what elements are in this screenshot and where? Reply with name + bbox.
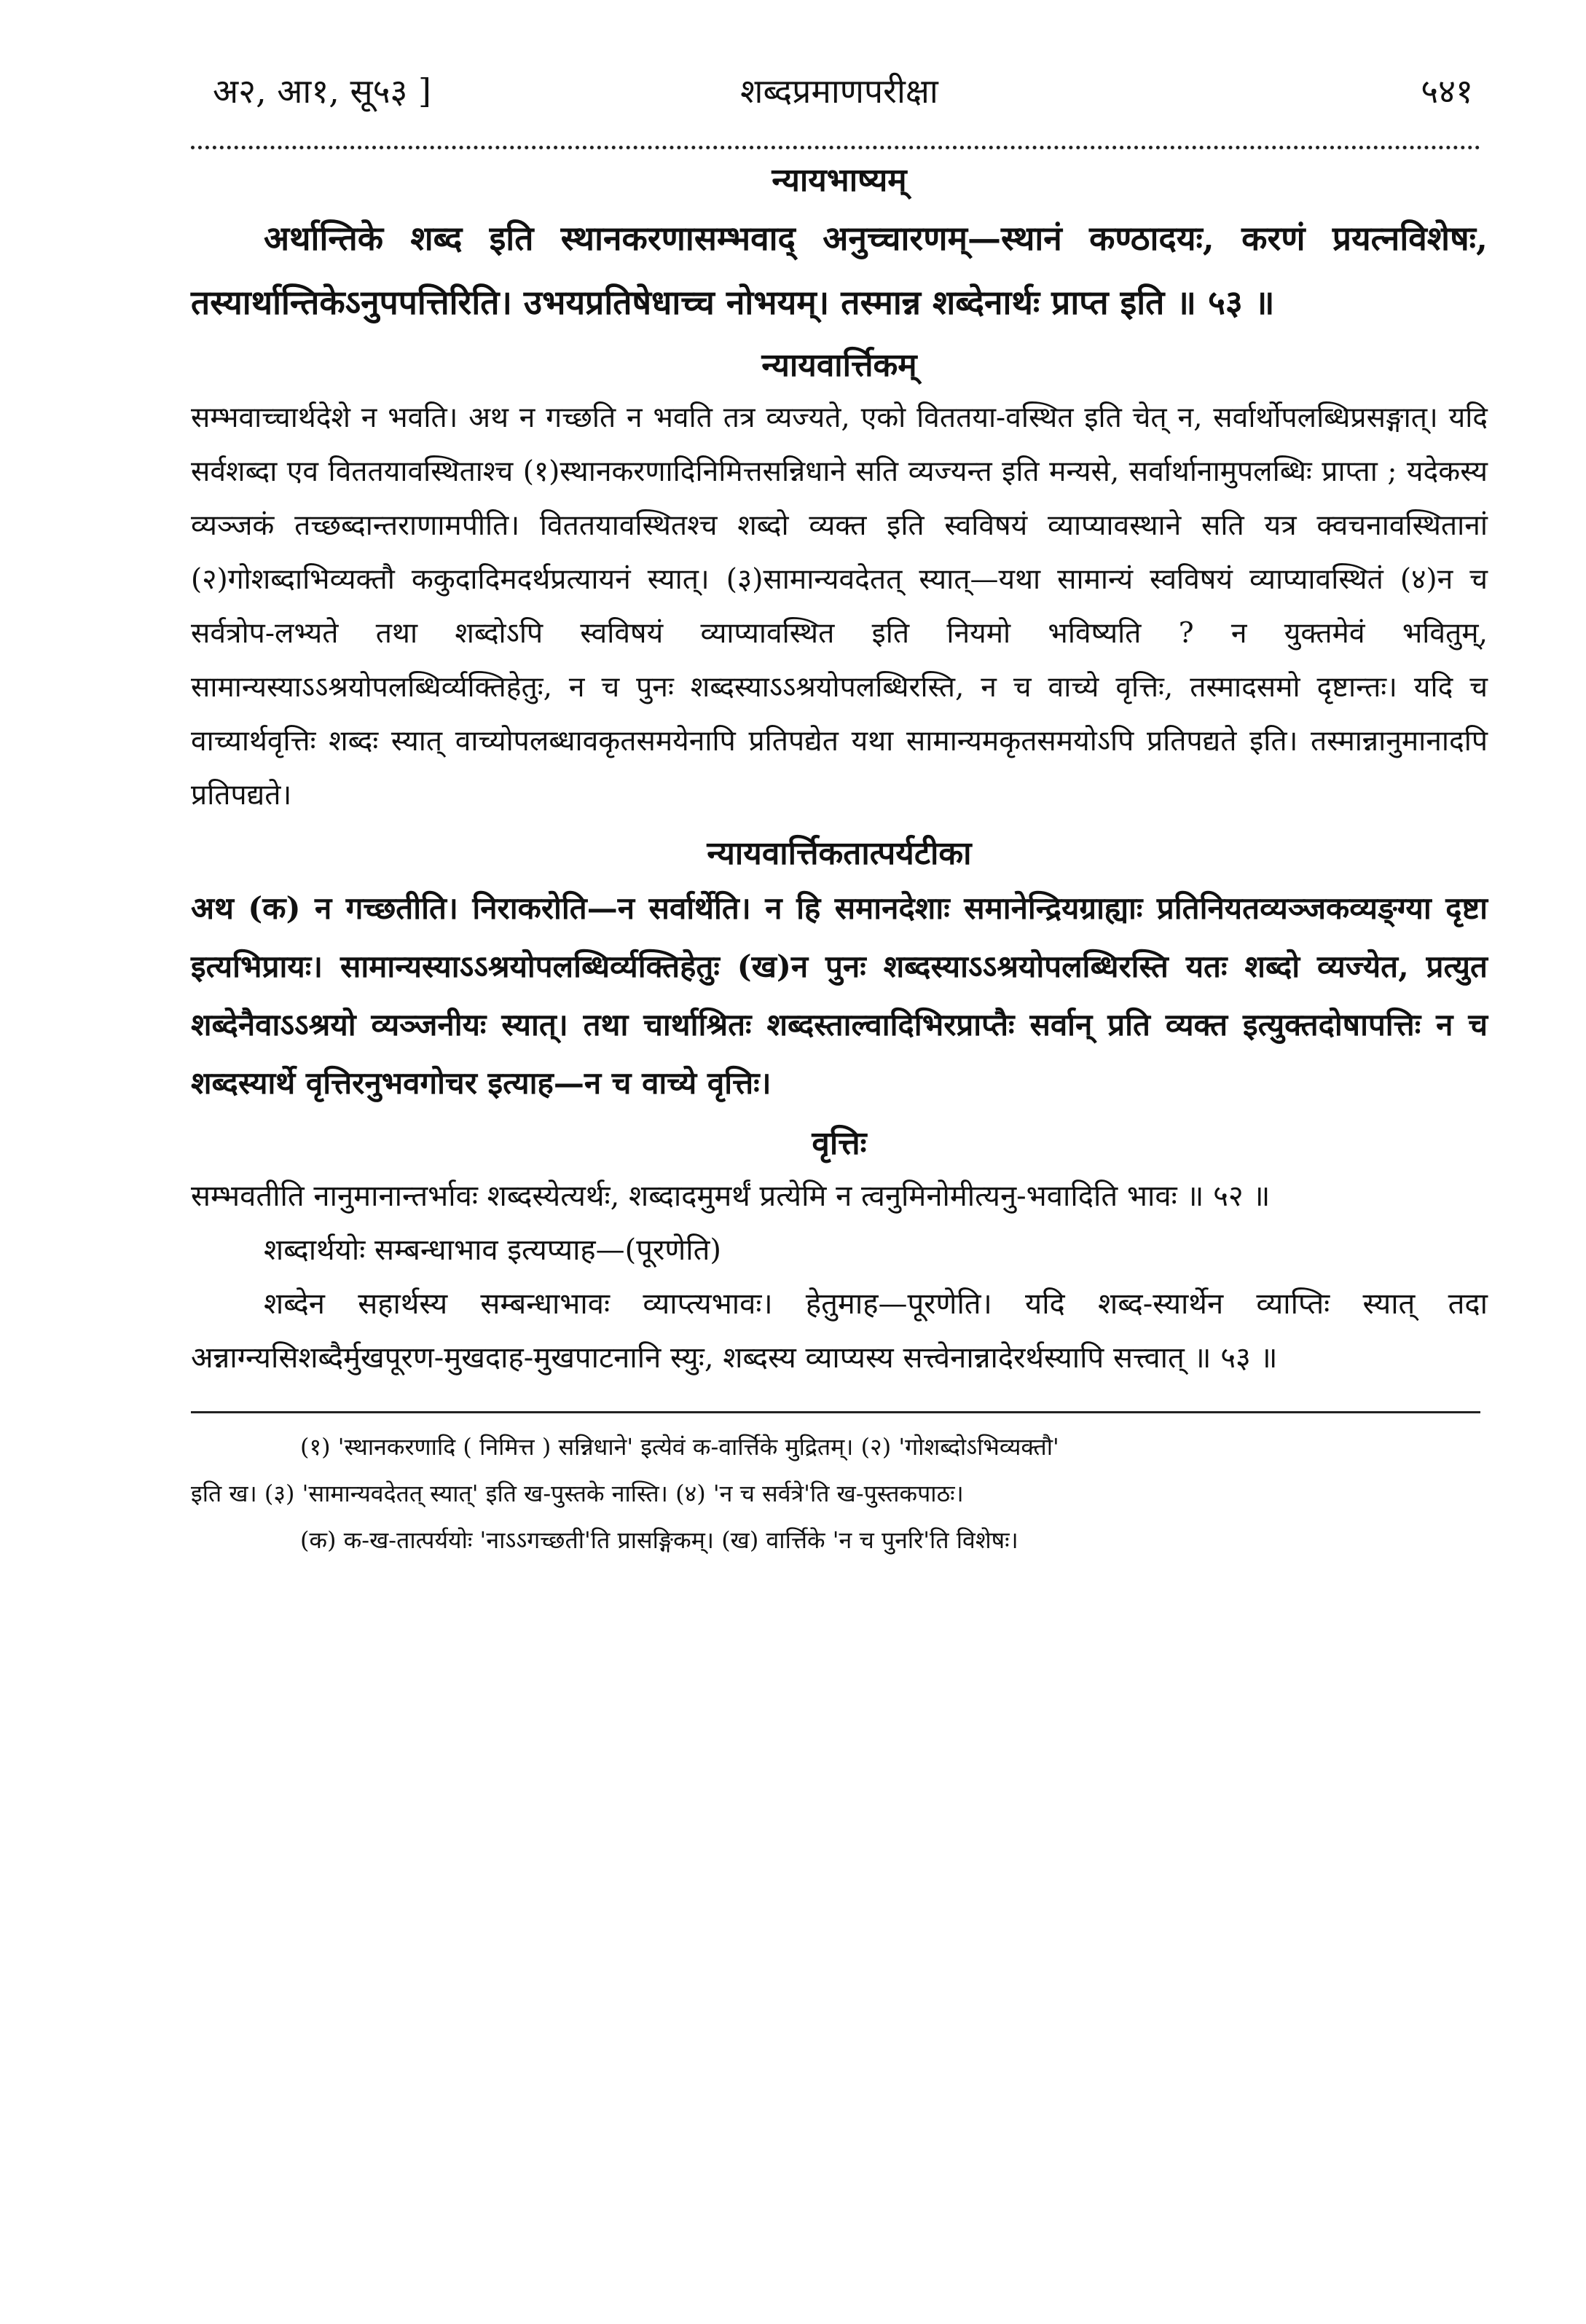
vritti-paragraph-2: शब्दार्थयोः सम्बन्धाभाव इत्यप्याह—(पूरणेति) <box>264 1233 722 1267</box>
page <box>191 66 1488 1563</box>
vartika-text: सम्भवाच्चार्थदेशे न भवति। अथ न गच्छति न भवति तत्र व्यज्यते, एको विततया-वस्थित इति चेत् न, सर्वार्थोपलब्धिप्रसङ्गात्। यदि सर्वशब्दा एव विततयावस्थिताश्च (१)स्थानकरणादिनिमित्तसन्निधाने सति व्यज्यन्त इति मन्यसे, सर्वार्थानामुपलब्धिः प्राप्ता ; यदेकस्य व्यञ्जकं तच्छब्दान्तराणामपीति। विततयावस्थितश्च शब्दो व्यक्त इति स्वविषयं व्याप्यावस्थाने सति यत्र क्वचनावस्थितानां (२)गोशब्दाभिव्यक्तौ ककुदादिमदर्थप्रत्यायनं स्यात्। (३)सामान्यवदेतत् स्यात्—यथा सामान्यं स्वविषयं व्याप्यावस्थितं (४)न च सर्वत्रोप-लभ्यते तथा शब्दोऽपि स्वविषयं व्याप्यावस्थित इति नियमो भविष्यति ? न युक्तमेवं भवितुम्, सामान्यस्याऽऽश्रयोपलब्धिर्व्यक्तिहेतुः, न च पुनः शब्दस्याऽऽश्रयोपलब्धिरस्ति, न च वाच्ये वृत्तिः, तस्मादसमो दृष्टान्तः। यदि च वाच्यार्थवृत्तिः शब्दः स्यात् वाच्योपलब्धावकृतसमयेनापि प्रतिपद्येत यथा सामान्यमकृतसमयोऽपि प्रतिपद्यते इति। तस्मान्नानुमानादपि प्रतिपद्यते। <box>191 401 1488 812</box>
section-tika <box>191 828 1488 1112</box>
vritti-paragraph-1: सम्भवतीति नानुमानान्तर्भावः शब्दस्येत्यर्थः, शब्दादमुमर्थं प्रत्येमि न त्वनुमिनोमीत्यनु-भवादिति भावः ॥ ५२ ॥ <box>191 1179 1271 1213</box>
bhashya-text: अर्थान्तिके शब्द इति स्थानकरणासम्भवाद् अनुच्चारणम्—स्थानं कण्ठादयः, करणं प्रयत्नविशेषः, तस्यार्थान्तिकेऽनुपपत्तिरिति। उभयप्रतिषेधाच्च नोभयम्। तस्मान्न शब्देनार्थः प्राप्त इति ॥ ५३ ॥ <box>191 219 1488 322</box>
footnote-line-1: (१) 'स्थानकरणादि ( निमित्त ) सन्निधाने' इत्येवं क-वार्त्तिके मुद्रितम्। (२) 'गोशब्दोऽभिव्यक्तौ' <box>300 1433 1059 1461</box>
section-vartika <box>191 340 1488 823</box>
footnote-rule <box>191 1411 1480 1413</box>
header-rule <box>191 133 1480 149</box>
vritti-paragraph-3: शब्देन सहार्थस्य सम्बन्धाभावः व्याप्त्यभावः। हेतुमाह—पूरणेति। यदि शब्द-स्यार्थेन व्याप्तिः स्यात् तदा अन्नाग्न्यसिशब्दैर्मुखपूरण-मुखदाह-मुखपाटनानि स्युः, शब्दस्य व्याप्यस्य सत्त्वेनान्नादेरर्थस्यापि सत्त्वात् ॥ ५३ ॥ <box>191 1287 1488 1375</box>
section-heading-vritti: वृत्तिः <box>812 1125 867 1162</box>
page-number: ५४१ <box>1421 71 1473 111</box>
footnotes <box>191 1424 1488 1563</box>
section-vritti <box>191 1118 1488 1385</box>
running-header <box>191 66 1488 117</box>
footnote-line-2: इति ख। (३) 'सामान्यवदेतत् स्यात्' इति ख-पुस्तके नास्ति। (४) 'न च सर्वत्रे'ति ख-पुस्तकपाठः। <box>191 1480 964 1507</box>
section-bhashya <box>191 155 1488 334</box>
chapter-reference: अ२, आ१, सू५३ ] <box>213 71 431 111</box>
section-heading-bhashya: न्यायभाष्यम् <box>772 162 907 199</box>
tika-text: अथ (क) न गच्छतीति। निराकरोति—न सर्वार्थेति। न हि समानदेशाः समानेन्द्रियग्राह्याः प्रतिनियतव्यञ्जकव्यङ्ग्या दृष्टा इत्यभिप्रायः। सामान्यस्याऽऽश्रयोपलब्धिर्व्यक्तिहेतुः (ख)न पुनः शब्दस्याऽऽश्रयोपलब्धिरस्ति यतः शब्दो व्यज्येत, प्रत्युत शब्देनैवाऽऽश्रयो व्यञ्जनीयः स्यात्। तथा चार्थाश्रितः शब्दस्ताल्वादिभिरप्राप्तैः सर्वान् प्रति व्यक्त इत्युक्तदोषापत्तिः न च शब्दस्यार्थे वृत्तिरनुभवगोचर इत्याह—न च वाच्ये वृत्तिः। <box>191 890 1488 1101</box>
footnote-line-3: (क) क-ख-तात्पर्ययोः 'नाऽऽगच्छती'ति प्रासङ्गिकम्। (ख) वार्त्तिके 'न च पुनरि'ति विशेषः। <box>300 1526 1018 1554</box>
running-title: शब्दप्रमाणपरीक्षा <box>740 71 938 111</box>
section-heading-vartika: न्यायवार्त्तिकम् <box>761 347 917 384</box>
section-heading-tika: न्यायवार्त्तिकतात्पर्यटीका <box>707 835 972 872</box>
